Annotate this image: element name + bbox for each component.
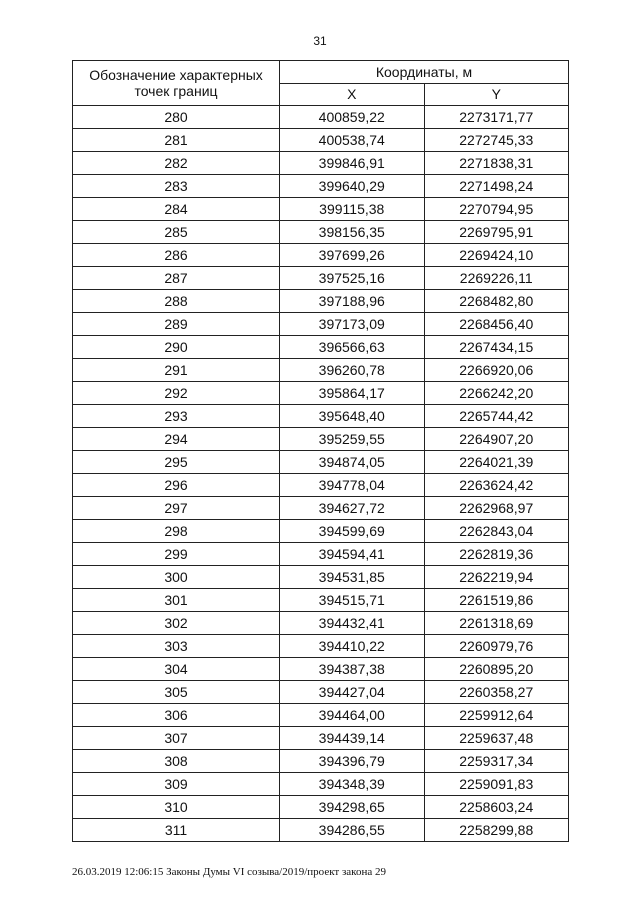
cell-x: 397188,96 bbox=[280, 290, 425, 313]
table-row bbox=[73, 750, 569, 773]
table-row bbox=[73, 313, 569, 336]
table-row bbox=[73, 543, 569, 566]
table-row bbox=[73, 359, 569, 382]
table-row bbox=[73, 474, 569, 497]
table-row bbox=[73, 267, 569, 290]
cell-point: 296 bbox=[73, 474, 280, 497]
table-row bbox=[73, 819, 569, 842]
cell-x: 399846,91 bbox=[280, 152, 425, 175]
cell-x: 395648,40 bbox=[280, 405, 425, 428]
cell-x: 400859,22 bbox=[280, 106, 425, 129]
cell-y: 2268482,80 bbox=[424, 290, 569, 313]
table-row bbox=[73, 152, 569, 175]
header-x: X bbox=[280, 83, 425, 106]
coordinates-table bbox=[72, 60, 569, 842]
table-row bbox=[73, 612, 569, 635]
cell-x: 395259,55 bbox=[280, 428, 425, 451]
cell-point: 303 bbox=[73, 635, 280, 658]
cell-point: 293 bbox=[73, 405, 280, 428]
cell-point: 310 bbox=[73, 796, 280, 819]
cell-point: 291 bbox=[73, 359, 280, 382]
cell-point: 280 bbox=[73, 106, 280, 129]
cell-point: 311 bbox=[73, 819, 280, 842]
cell-point: 286 bbox=[73, 244, 280, 267]
table-row bbox=[73, 497, 569, 520]
cell-y: 2269424,10 bbox=[424, 244, 569, 267]
cell-x: 394410,22 bbox=[280, 635, 425, 658]
table-row bbox=[73, 175, 569, 198]
cell-x: 394387,38 bbox=[280, 658, 425, 681]
cell-point: 288 bbox=[73, 290, 280, 313]
cell-x: 394874,05 bbox=[280, 451, 425, 474]
cell-y: 2260358,27 bbox=[424, 681, 569, 704]
table-row bbox=[73, 589, 569, 612]
cell-point: 300 bbox=[73, 566, 280, 589]
table-row bbox=[73, 451, 569, 474]
cell-x: 394432,41 bbox=[280, 612, 425, 635]
cell-x: 396260,78 bbox=[280, 359, 425, 382]
cell-x: 394594,41 bbox=[280, 543, 425, 566]
cell-point: 306 bbox=[73, 704, 280, 727]
cell-point: 305 bbox=[73, 681, 280, 704]
cell-point: 307 bbox=[73, 727, 280, 750]
cell-x: 398156,35 bbox=[280, 221, 425, 244]
table-row bbox=[73, 520, 569, 543]
cell-y: 2269226,11 bbox=[424, 267, 569, 290]
table-row bbox=[73, 635, 569, 658]
cell-x: 399640,29 bbox=[280, 175, 425, 198]
table-row bbox=[73, 129, 569, 152]
table-header-row bbox=[73, 61, 569, 84]
cell-point: 285 bbox=[73, 221, 280, 244]
table-row bbox=[73, 773, 569, 796]
cell-y: 2266242,20 bbox=[424, 382, 569, 405]
cell-point: 302 bbox=[73, 612, 280, 635]
cell-point: 297 bbox=[73, 497, 280, 520]
table-body bbox=[73, 106, 569, 842]
cell-point: 295 bbox=[73, 451, 280, 474]
table-row bbox=[73, 658, 569, 681]
table-row bbox=[73, 428, 569, 451]
cell-y: 2271498,24 bbox=[424, 175, 569, 198]
cell-x: 397699,26 bbox=[280, 244, 425, 267]
table-row bbox=[73, 681, 569, 704]
cell-y: 2262843,04 bbox=[424, 520, 569, 543]
cell-point: 290 bbox=[73, 336, 280, 359]
cell-y: 2265744,42 bbox=[424, 405, 569, 428]
cell-point: 299 bbox=[73, 543, 280, 566]
cell-y: 2273171,77 bbox=[424, 106, 569, 129]
cell-y: 2270794,95 bbox=[424, 198, 569, 221]
cell-point: 301 bbox=[73, 589, 280, 612]
cell-y: 2259637,48 bbox=[424, 727, 569, 750]
cell-y: 2260895,20 bbox=[424, 658, 569, 681]
cell-y: 2268456,40 bbox=[424, 313, 569, 336]
cell-point: 289 bbox=[73, 313, 280, 336]
cell-point: 304 bbox=[73, 658, 280, 681]
cell-point: 282 bbox=[73, 152, 280, 175]
cell-point: 294 bbox=[73, 428, 280, 451]
cell-x: 394348,39 bbox=[280, 773, 425, 796]
cell-y: 2264021,39 bbox=[424, 451, 569, 474]
table-row bbox=[73, 198, 569, 221]
cell-y: 2262819,36 bbox=[424, 543, 569, 566]
cell-y: 2259912,64 bbox=[424, 704, 569, 727]
cell-point: 298 bbox=[73, 520, 280, 543]
cell-x: 397525,16 bbox=[280, 267, 425, 290]
cell-x: 394298,65 bbox=[280, 796, 425, 819]
cell-x: 394778,04 bbox=[280, 474, 425, 497]
table-row bbox=[73, 704, 569, 727]
cell-y: 2267434,15 bbox=[424, 336, 569, 359]
cell-point: 284 bbox=[73, 198, 280, 221]
table-row bbox=[73, 336, 569, 359]
cell-x: 400538,74 bbox=[280, 129, 425, 152]
cell-y: 2269795,91 bbox=[424, 221, 569, 244]
cell-x: 397173,09 bbox=[280, 313, 425, 336]
cell-y: 2258603,24 bbox=[424, 796, 569, 819]
header-points: Обозначение характерных точек границ bbox=[73, 61, 280, 106]
table-row bbox=[73, 566, 569, 589]
cell-x: 394627,72 bbox=[280, 497, 425, 520]
cell-y: 2262968,97 bbox=[424, 497, 569, 520]
cell-y: 2261318,69 bbox=[424, 612, 569, 635]
table-row bbox=[73, 106, 569, 129]
table-row bbox=[73, 405, 569, 428]
table-row bbox=[73, 796, 569, 819]
cell-x: 396566,63 bbox=[280, 336, 425, 359]
cell-y: 2262219,94 bbox=[424, 566, 569, 589]
cell-point: 309 bbox=[73, 773, 280, 796]
cell-x: 394396,79 bbox=[280, 750, 425, 773]
cell-x: 395864,17 bbox=[280, 382, 425, 405]
cell-y: 2259317,34 bbox=[424, 750, 569, 773]
cell-x: 394427,04 bbox=[280, 681, 425, 704]
cell-x: 394439,14 bbox=[280, 727, 425, 750]
cell-point: 281 bbox=[73, 129, 280, 152]
cell-x: 394515,71 bbox=[280, 589, 425, 612]
cell-y: 2258299,88 bbox=[424, 819, 569, 842]
cell-point: 292 bbox=[73, 382, 280, 405]
cell-y: 2271838,31 bbox=[424, 152, 569, 175]
cell-y: 2272745,33 bbox=[424, 129, 569, 152]
footer-stamp: 26.03.2019 12:06:15 Законы Думы VI созыва/2019/проект закона 29 bbox=[72, 866, 386, 878]
cell-y: 2260979,76 bbox=[424, 635, 569, 658]
cell-x: 399115,38 bbox=[280, 198, 425, 221]
cell-point: 283 bbox=[73, 175, 280, 198]
header-coordinates: Координаты, м bbox=[280, 61, 569, 84]
table-row bbox=[73, 244, 569, 267]
table-row bbox=[73, 382, 569, 405]
cell-x: 394599,69 bbox=[280, 520, 425, 543]
cell-x: 394531,85 bbox=[280, 566, 425, 589]
cell-y: 2261519,86 bbox=[424, 589, 569, 612]
cell-y: 2266920,06 bbox=[424, 359, 569, 382]
cell-x: 394464,00 bbox=[280, 704, 425, 727]
header-y: Y bbox=[424, 83, 569, 106]
cell-y: 2264907,20 bbox=[424, 428, 569, 451]
table-row bbox=[73, 290, 569, 313]
table-row bbox=[73, 727, 569, 750]
cell-y: 2263624,42 bbox=[424, 474, 569, 497]
cell-x: 394286,55 bbox=[280, 819, 425, 842]
cell-point: 287 bbox=[73, 267, 280, 290]
cell-point: 308 bbox=[73, 750, 280, 773]
page-number: 31 bbox=[313, 34, 327, 48]
table-row bbox=[73, 221, 569, 244]
cell-y: 2259091,83 bbox=[424, 773, 569, 796]
